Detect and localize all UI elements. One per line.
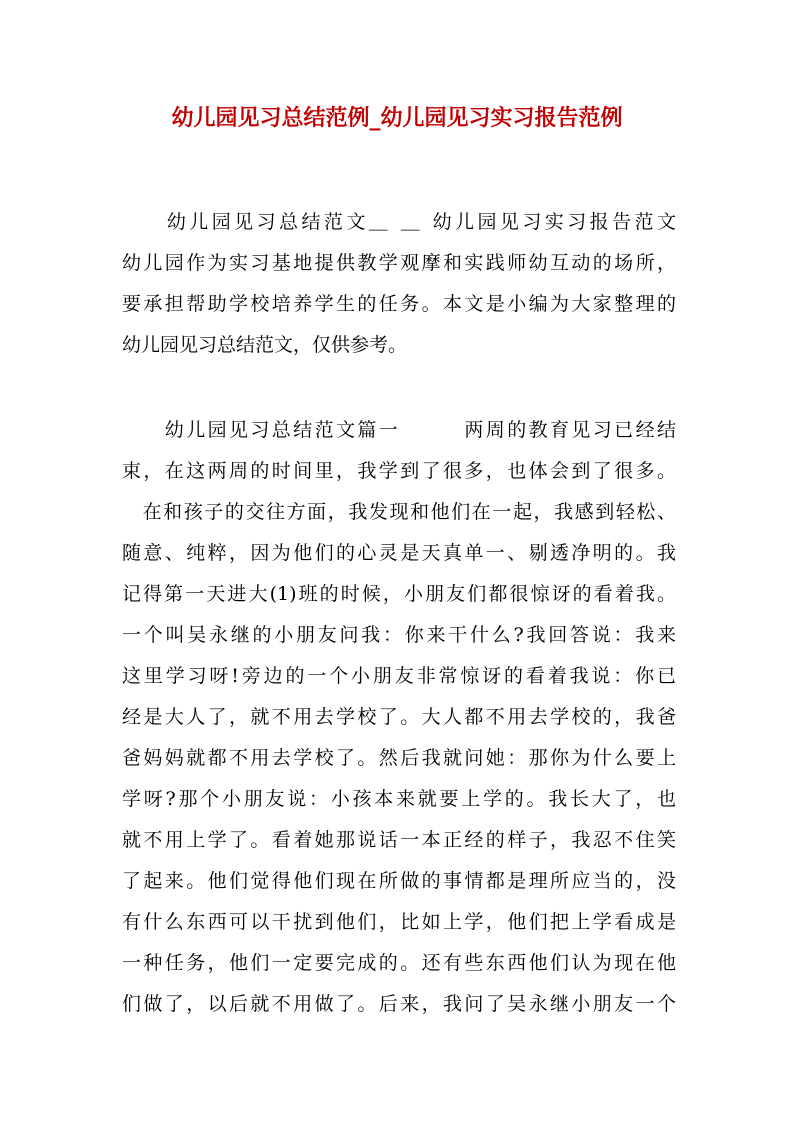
paragraph-line: 束，在这两周的时间里，我学到了很多，也体会到了很多。	[122, 460, 676, 482]
paragraph-line: 在和孩子的交往方面，我发现和他们在一起，我感到轻松、	[122, 501, 676, 523]
paragraph-line: 就不用上学了。看着她那说话一本正经的样子，我忍不住笑	[122, 829, 676, 851]
paragraph-line: 记得第一天进大(1)班的时候，小朋友们都很惊讶的看着我。	[122, 583, 676, 605]
intro-paragraph	[122, 202, 676, 366]
paragraph-line: 随意、纯粹，因为他们的心灵是天真单一、剔透净明的。我	[122, 542, 676, 564]
paragraph-line: 们做了，以后就不用做了。后来，我问了吴永继小朋友一个	[122, 993, 676, 1015]
paragraph-line: 这里学习呀!旁边的一个小朋友非常惊讶的看着我说：你已	[122, 665, 676, 687]
section-paragraph	[122, 410, 676, 1025]
paragraph-line: 爸妈妈就都不用去学校了。然后我就问她：那你为什么要上	[122, 747, 676, 769]
paragraph-line: 一种任务，他们一定要完成的。还有些东西他们认为现在他	[122, 952, 676, 974]
paragraph-line: 幼儿园见习总结范文，仅供参考。	[122, 334, 408, 356]
paragraph-line: 有什么东西可以干扰到他们，比如上学，他们把上学看成是	[122, 911, 676, 933]
paragraph-line: 要承担帮助学校培养学生的任务。本文是小编为大家整理的	[122, 293, 676, 315]
paragraph-line: 学呀?那个小朋友说：小孩本来就要上学的。我长大了，也	[122, 788, 676, 810]
paragraph-line: 幼儿园见习总结范文＿ ＿ 幼儿园见习实习报告范文	[122, 211, 676, 233]
paragraph-line: 幼儿园作为实习基地提供教学观摩和实践师幼互动的场所，	[122, 252, 676, 274]
paragraph-line: 了起来。他们觉得他们现在所做的事情都是理所应当的，没	[122, 870, 676, 892]
paragraph-line: 经是大人了，就不用去学校了。大人都不用去学校的，我爸	[122, 706, 676, 728]
paragraph-line: 幼儿园见习总结范文篇一 两周的教育见习已经结	[122, 419, 676, 441]
paragraph-line: 一个叫吴永继的小朋友问我：你来干什么?我回答说：我来	[122, 624, 676, 646]
document-title: 幼儿园见习总结范例_幼儿园见习实习报告范例	[171, 105, 623, 131]
